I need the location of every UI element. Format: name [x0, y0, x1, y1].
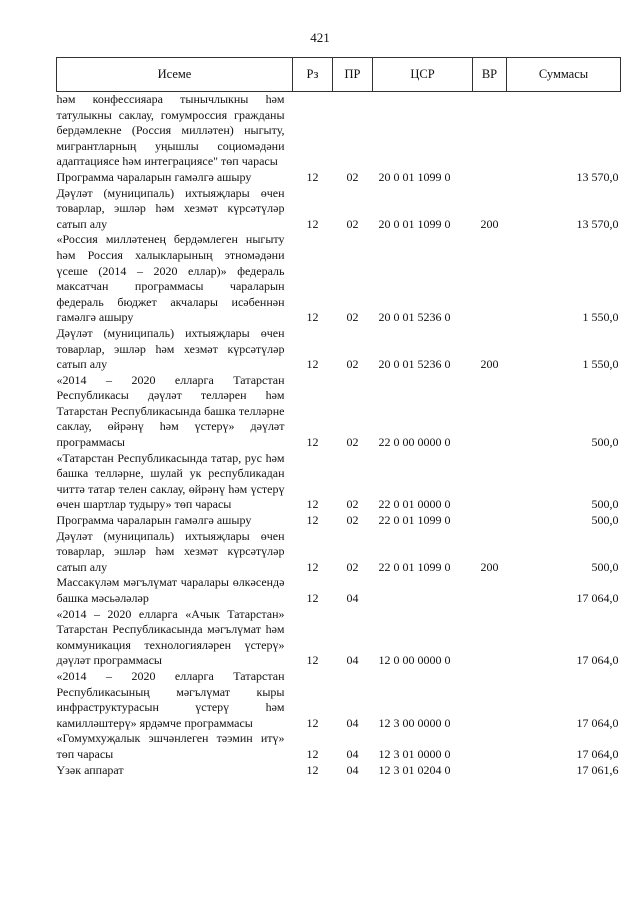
row-name: «Россия милләтенең бердәмлеген ныгыту һәм Россия халыкларының этномәдәни үсеше (2014 – 2020 еллар)» федераль максатчан программасы чараларын федераль бюджет акчалары исәбеннән гамәлгә ашыру	[56, 232, 285, 325]
table-row	[57, 92, 621, 170]
row-csr: 20 0 01 1099 0	[378, 216, 451, 231]
row-pr: 02	[346, 357, 359, 372]
row-name: Программа чараларын гамәлгә ашыру	[56, 513, 252, 528]
table-row	[57, 373, 621, 451]
row-name: Массакүләм мәгълүмат чаралары өлкәсендә башка мәсьәләләр	[56, 575, 285, 605]
row-vr	[473, 513, 507, 529]
row-sum: 17 064,0	[576, 715, 619, 730]
header-pr: ПР	[333, 58, 373, 92]
row-pr: 02	[346, 513, 359, 528]
table-row	[57, 763, 621, 779]
row-rz: 12	[306, 746, 319, 761]
table-row	[57, 451, 621, 513]
row-pr: 02	[346, 559, 359, 574]
row-csr: 22 0 01 0000 0	[378, 497, 451, 512]
row-vr: 200	[480, 216, 499, 231]
row-rz: 12	[306, 653, 319, 668]
row-name: һәм конфессияара тынычлыкны һәм татулыкны саклау, гомумроссия гражданы бердәмлекне (Россия милләтен) ныгыту, мигрантларның уңышлы социомәдәни адаптациясе һәм интеграциясе" төп чарасы	[56, 92, 285, 169]
row-pr: 02	[346, 169, 359, 184]
table-body	[57, 92, 621, 779]
table-header	[57, 58, 621, 92]
row-rz: 12	[306, 310, 319, 325]
table-row	[57, 513, 621, 529]
row-name: «Гомумхуҗалык эшчәнлеген тәэмин итү» төп чарасы	[56, 731, 285, 761]
row-pr: 02	[346, 435, 359, 450]
row-pr: 04	[346, 746, 359, 761]
row-name: «2014 – 2020 елларга Татарстан Республикасы дәүләт телләрен һәм Татарстан Республикасында башка телләрне саклау, өйрәнү һәм үстерү» дәүләт программасы	[56, 372, 285, 450]
row-name: Үзәк аппарат	[56, 762, 124, 777]
row-name: Дәүләт (муниципаль) ихтыяҗлары өчен товарлар, эшләр һәм хезмәт күрсәтүләр сатып алу	[56, 185, 285, 231]
row-csr: 12 0 00 0000 0	[378, 653, 451, 668]
row-csr: 22 0 01 1099 0	[378, 559, 451, 574]
row-vr	[473, 451, 507, 513]
row-pr: 02	[346, 310, 359, 325]
row-pr: 02	[346, 497, 359, 512]
table-row	[57, 669, 621, 731]
row-vr	[473, 373, 507, 451]
table-row	[57, 575, 621, 606]
row-sum: 500,0	[591, 497, 619, 512]
row-sum: 1 550,0	[582, 357, 619, 372]
row-rz: 12	[306, 591, 319, 605]
row-sum: 1 550,0	[582, 310, 619, 325]
row-csr: 20 0 01 5236 0	[378, 310, 451, 325]
row-rz: 12	[306, 435, 319, 450]
row-rz: 12	[306, 169, 319, 184]
row-csr	[373, 92, 473, 170]
row-sum: 17 064,0	[576, 746, 619, 761]
row-pr: 04	[346, 762, 359, 777]
row-name: «2014 – 2020 елларга Татарстан Республикасының мәгълүмат кыры инфраструктурасын үстерү һәм камилләштерү» ярдәмче программасы	[56, 668, 285, 730]
header-rz: Рз	[293, 58, 333, 92]
row-pr: 04	[346, 715, 359, 730]
row-sum: 500,0	[591, 513, 619, 528]
row-pr: 04	[346, 591, 359, 605]
row-csr: 20 0 01 5236 0	[378, 357, 451, 372]
row-sum: 13 570,0	[576, 169, 619, 184]
row-vr	[473, 669, 507, 731]
row-csr	[373, 575, 473, 606]
row-csr: 20 0 01 1099 0	[378, 169, 451, 184]
row-rz: 12	[306, 559, 319, 574]
header-vr: ВР	[473, 58, 507, 92]
row-rz: 12	[306, 497, 319, 512]
row-vr	[473, 170, 507, 186]
row-rz: 12	[306, 513, 319, 528]
row-rz	[293, 92, 333, 170]
row-sum: 500,0	[591, 559, 619, 574]
row-rz: 12	[306, 762, 319, 777]
page-number: 421	[310, 30, 330, 45]
header-csr: ЦСР	[373, 58, 473, 92]
header-name: Исеме	[57, 58, 293, 92]
row-vr	[473, 731, 507, 762]
row-name: «2014 – 2020 елларга «Ачык Татарстан» Татарстан Республикасында мәгълүмат һәм коммуникация технологияләрен үстерү» дәүләт программасы	[56, 606, 285, 668]
row-rz: 12	[306, 715, 319, 730]
row-pr	[333, 92, 373, 170]
row-csr: 22 0 00 0000 0	[378, 435, 451, 450]
row-vr	[473, 607, 507, 669]
row-pr: 04	[346, 653, 359, 668]
row-csr: 22 0 01 1099 0	[378, 513, 451, 528]
row-vr	[473, 763, 507, 779]
table-row	[57, 731, 621, 762]
table-row	[57, 170, 621, 186]
table-row	[57, 607, 621, 669]
table-row	[57, 529, 621, 576]
row-csr: 12 3 01 0204 0	[378, 762, 451, 777]
row-rz: 12	[306, 357, 319, 372]
table-row	[57, 326, 621, 373]
header-sum: Суммасы	[507, 58, 621, 92]
row-sum: 17 064,0	[576, 653, 619, 668]
table-row	[57, 232, 621, 326]
row-vr	[473, 232, 507, 326]
row-name: «Татарстан Республикасында татар, рус һәм башка телләрне, шулай ук республикадан читтә татар телен саклау, өйрәнү һәм үстерү өчен шартлар тудыру» төп чарасы	[56, 450, 285, 512]
row-sum: 500,0	[591, 435, 619, 450]
row-vr: 200	[480, 357, 499, 372]
budget-table	[56, 57, 621, 778]
row-rz: 12	[306, 216, 319, 231]
table-row	[57, 186, 621, 233]
row-pr: 02	[346, 216, 359, 231]
row-name: Дәүләт (муниципаль) ихтыяҗлары өчен товарлар, эшләр һәм хезмәт күрсәтүләр сатып алу	[56, 325, 285, 372]
row-sum	[507, 92, 621, 170]
row-vr: 200	[480, 559, 499, 574]
row-sum: 17 064,0	[576, 591, 619, 605]
row-vr	[473, 92, 507, 170]
row-csr: 12 3 00 0000 0	[378, 715, 451, 730]
row-vr	[473, 575, 507, 606]
row-name: Программа чараларын гамәлгә ашыру	[56, 169, 252, 184]
row-sum: 13 570,0	[576, 216, 619, 231]
row-sum: 17 061,6	[576, 762, 619, 777]
row-csr: 12 3 01 0000 0	[378, 746, 451, 761]
row-name: Дәүләт (муниципаль) ихтыяҗлары өчен товарлар, эшләр һәм хезмәт күрсәтүләр сатып алу	[56, 528, 285, 574]
